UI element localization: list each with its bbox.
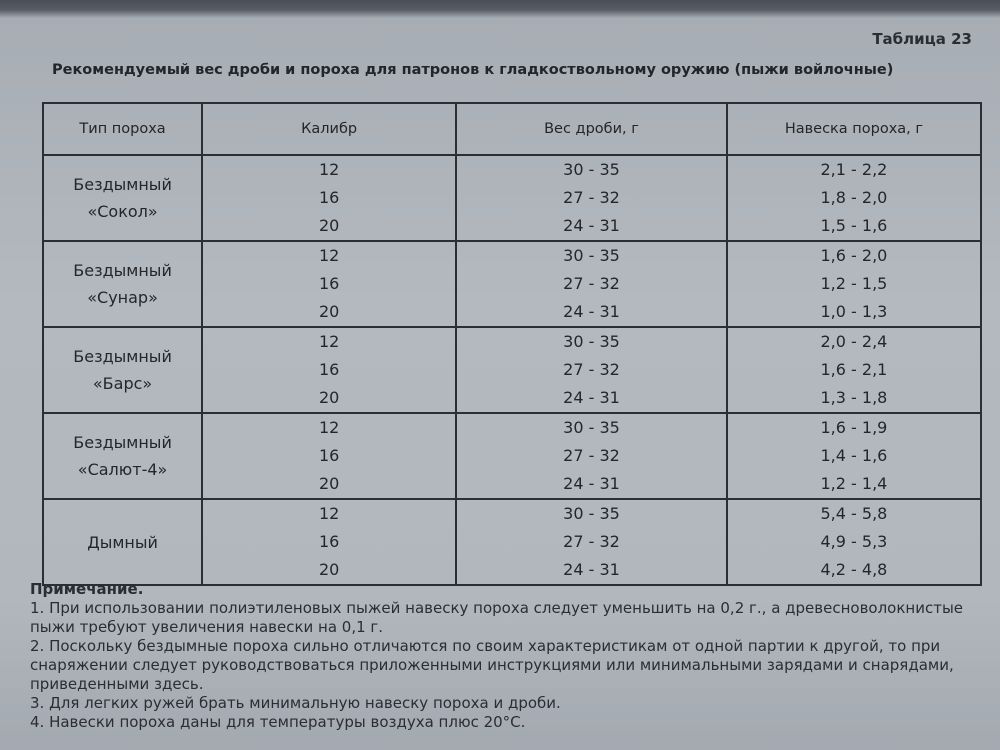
powder-charge-value: 1,0 - 1,3 [820, 302, 888, 321]
shot-weight-cell [456, 241, 727, 327]
powder-type-label: «Сокол» [87, 202, 158, 221]
powder-charge-cell [727, 155, 981, 241]
powder-charge-value: 5,4 - 5,8 [820, 504, 888, 523]
powder-charge-value: 4,9 - 5,3 [820, 532, 888, 551]
shot-weight-value: 27 - 32 [563, 446, 620, 465]
caliber-value: 20 [318, 302, 340, 321]
powder-type-label: «Сунар» [87, 288, 158, 307]
shot-weight-cell [456, 413, 727, 499]
powder-charge-cell [727, 327, 981, 413]
note-item: 2. Поскольку бездымные пороха сильно отличаются по своим характеристикам от одной партии к другой, то при снаряжении следует руководствоваться приложенными инструкциями или минимальными зарядами и снарядами, приведенными здесь. [30, 637, 954, 693]
shot-weight-value: 27 - 32 [563, 532, 620, 551]
caliber-cell [202, 499, 456, 585]
header-shot-weight: Вес дроби, г [456, 103, 727, 155]
header-powder-charge: Навеска пороха, г [727, 103, 981, 155]
powder-type-cell [43, 499, 202, 585]
shot-weight-value: 30 - 35 [563, 246, 620, 265]
caliber-value: 12 [318, 418, 340, 437]
powder-type-label: Бездымный [73, 261, 172, 280]
powder-type-label: «Салют-4» [77, 460, 168, 479]
powder-type-label: Бездымный [73, 347, 172, 366]
powder-type-cell [43, 241, 202, 327]
caliber-value: 16 [318, 188, 340, 207]
table-row [43, 327, 981, 413]
shot-weight-value: 24 - 31 [563, 560, 620, 579]
powder-type-cell [43, 327, 202, 413]
caliber-value: 16 [318, 360, 340, 379]
powder-type-label: Бездымный [73, 433, 172, 452]
caliber-cell [202, 155, 456, 241]
shot-weight-value: 24 - 31 [563, 216, 620, 235]
caliber-value: 16 [318, 532, 340, 551]
shot-weight-value: 30 - 35 [563, 418, 620, 437]
shot-weight-value: 27 - 32 [563, 188, 620, 207]
caliber-value: 20 [318, 560, 340, 579]
caliber-value: 20 [318, 388, 340, 407]
powder-type-label: «Барс» [92, 374, 153, 393]
shot-weight-cell [456, 499, 727, 585]
powder-type-label: Дымный [87, 532, 158, 552]
header-caliber: Калибр [202, 103, 456, 155]
table-row [43, 155, 981, 241]
notes-section [30, 580, 980, 732]
powder-charge-value: 4,2 - 4,8 [820, 560, 888, 579]
shot-weight-cell [456, 327, 727, 413]
table-title: Рекомендуемый вес дроби и пороха для патронов к гладкоствольному оружию (пыжи войлочные) [52, 62, 894, 78]
powder-charge-value: 2,1 - 2,2 [820, 160, 888, 179]
caliber-value: 20 [318, 216, 340, 235]
powder-charge-value: 1,6 - 2,0 [820, 246, 888, 265]
note-item: 1. При использовании полиэтиленовых пыжей навеску пороха следует уменьшить на 0,2 г., а древесноволокнистые пыжи требуют увеличения навески на 0,1 г. [30, 599, 964, 636]
powder-charge-cell [727, 241, 981, 327]
powder-charge-value: 1,2 - 1,4 [820, 474, 888, 493]
caliber-value: 16 [318, 274, 340, 293]
table-body [43, 155, 981, 585]
powder-charge-cell [727, 499, 981, 585]
powder-charge-value: 2,0 - 2,4 [820, 332, 888, 351]
shot-weight-value: 24 - 31 [563, 474, 620, 493]
table-row [43, 499, 981, 585]
book-page [0, 14, 1000, 750]
shot-weight-value: 27 - 32 [563, 360, 620, 379]
caliber-cell [202, 413, 456, 499]
caliber-cell [202, 241, 456, 327]
powder-charge-value: 1,4 - 1,6 [820, 446, 888, 465]
caliber-value: 12 [318, 160, 340, 179]
table-row [43, 241, 981, 327]
note-item: 4. Навески пороха даны для температуры воздуха плюс 20°С. [30, 713, 526, 731]
shot-weight-value: 30 - 35 [563, 160, 620, 179]
powder-charge-value: 1,2 - 1,5 [820, 274, 888, 293]
powder-type-cell [43, 413, 202, 499]
shot-weight-value: 30 - 35 [563, 332, 620, 351]
caliber-value: 12 [318, 246, 340, 265]
powder-charge-value: 1,3 - 1,8 [820, 388, 888, 407]
powder-charge-value: 1,8 - 2,0 [820, 188, 888, 207]
caliber-value: 20 [318, 474, 340, 493]
table-row [43, 413, 981, 499]
powder-shot-table [42, 102, 982, 586]
powder-type-cell [43, 155, 202, 241]
shot-weight-value: 24 - 31 [563, 302, 620, 321]
table-header-row [43, 103, 981, 155]
powder-charge-value: 1,5 - 1,6 [820, 216, 888, 235]
shot-weight-cell [456, 155, 727, 241]
caliber-cell [202, 327, 456, 413]
powder-type-label: Бездымный [73, 175, 172, 194]
caliber-value: 12 [318, 332, 340, 351]
header-type: Тип пороха [43, 103, 202, 155]
caliber-value: 12 [318, 504, 340, 523]
shot-weight-value: 24 - 31 [563, 388, 620, 407]
notes-heading: Примечание. [30, 580, 144, 598]
caliber-value: 16 [318, 446, 340, 465]
note-item: 3. Для легких ружей брать минимальную навеску пороха и дроби. [30, 694, 561, 712]
powder-charge-cell [727, 413, 981, 499]
powder-charge-value: 1,6 - 2,1 [820, 360, 888, 379]
table-number: Таблица 23 [872, 30, 972, 48]
powder-charge-value: 1,6 - 1,9 [820, 418, 888, 437]
shot-weight-value: 30 - 35 [563, 504, 620, 523]
shot-weight-value: 27 - 32 [563, 274, 620, 293]
